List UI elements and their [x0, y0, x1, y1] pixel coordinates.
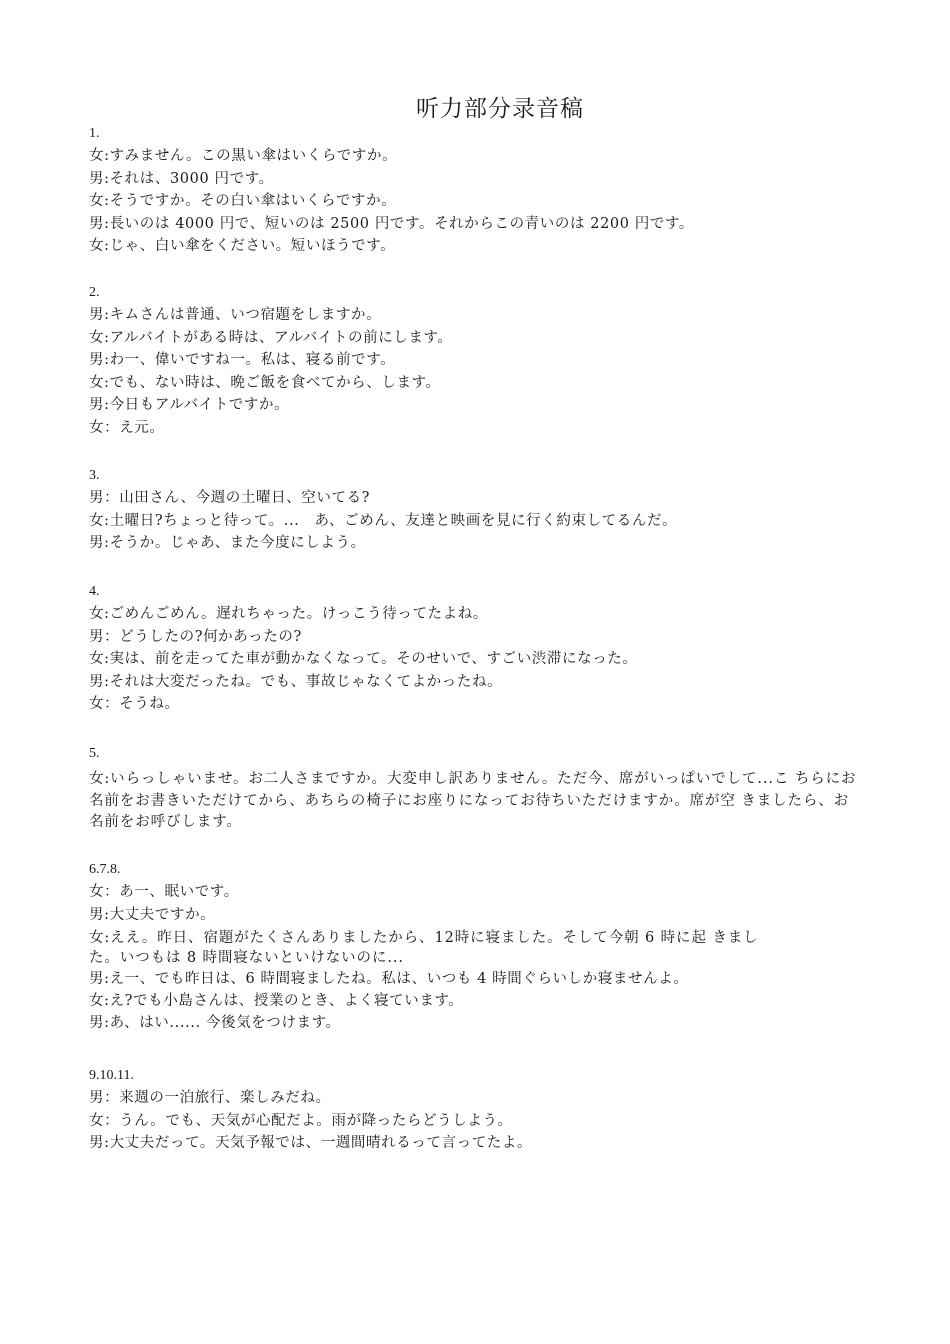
- section-number: 4.: [89, 584, 100, 599]
- dialogue-line: 男:え一、でも昨日は、6 時間寝ましたね。私は、いつも 4 時間ぐらいしか寝ませんよ。: [89, 971, 689, 987]
- section-number: 2.: [89, 285, 100, 300]
- dialogue-line: 男:それは大変だったね。でも、事故じゃなくてよかったね。: [89, 673, 503, 690]
- dialogue-section-9-10-11: [89, 1064, 869, 1155]
- dialogue-line: 女:え?でも小島さんは、授業のとき、よく寝ています。: [89, 993, 464, 1009]
- dialogue-section-5: [89, 742, 869, 834]
- dialogue-line: 男:キムさんは普通、いつ宿題をしますか。: [89, 307, 382, 323]
- dialogue-section-1: [89, 122, 869, 258]
- page-title: 听力部分录音稿: [416, 96, 584, 122]
- dialogue-section-4: [89, 580, 869, 716]
- dialogue-line: 女:そうですか。その白い傘はいくらですか。: [89, 193, 397, 209]
- section-number: 6.7.8.: [89, 862, 121, 877]
- section-number: 9.10.11.: [89, 1068, 134, 1083]
- dialogue-line: 女:アルバイトがある時は、アルバイトの前にします。: [89, 329, 453, 346]
- dialogue-section-3: [89, 464, 869, 555]
- dialogue-line: 女：あ一、眠いです。: [89, 884, 239, 900]
- section-number: 1.: [89, 126, 100, 141]
- dialogue-line: 男：来週の一泊旅行、楽しみだね。: [89, 1090, 331, 1106]
- dialogue-line: 女:すみません。この黒い傘はいくらですか。: [89, 148, 398, 164]
- dialogue-line: 男:わ一、偉いですね一。私は、寝る前です。: [89, 352, 396, 368]
- dialogue-line: 女:でも、ない時は、晩ご飯を食べてから、します。: [89, 374, 441, 391]
- section-number: 5.: [89, 746, 100, 761]
- dialogue-line: 女:ごめんごめん。遅れちゃった。けっこう待ってたよね。: [89, 606, 488, 622]
- dialogue-line: 女:実は、前を走ってた車が動かなくなって。そのせいで、すごい渋滞になった。: [89, 651, 638, 667]
- dialogue-line: 男:そうか。じゃあ、また今度にしよう。: [89, 535, 366, 551]
- dialogue-section-6-7-8: [89, 858, 869, 1034]
- dialogue-line: 男：山田さん、今週の土曜日、空いてる?: [89, 490, 371, 506]
- section-number: 3.: [89, 468, 100, 483]
- dialogue-paragraph: 女:いらっしゃいませ。お二人さまですか。大変申し訳ありません。ただ今、席がいっぱいでして...こ ちらにお名前をお書きいただけてから、あちらの椅子にお座りになってお待ちいただけますか。席が空 きましたら、お名前をお呼びします。: [89, 771, 857, 830]
- dialogue-line: 男:あ、はい...... 今後気をつけます。: [89, 1015, 341, 1031]
- dialogue-line: 女:じゃ、白い傘をください。短いほうです。: [89, 238, 396, 254]
- dialogue-section-2: [89, 281, 869, 439]
- dialogue-line: 男:長いのは 4000 円で、短いのは 2500 円です。それからこの青いのは 2200 円です。: [89, 215, 695, 232]
- dialogue-line: 女:土曜日?ちょっと待って。... あ、ごめん、友達と映画を見に行く約束してるんだ。: [89, 512, 678, 529]
- dialogue-line: 男:大丈夫だって。天気予報では、一週間晴れるって言ってたよ。: [89, 1135, 533, 1151]
- dialogue-line: 女：そうね。: [89, 696, 180, 712]
- dialogue-line: 男:今日もアルバイトですか。: [89, 397, 290, 413]
- dialogue-line: 女：え元。: [89, 419, 165, 436]
- dialogue-line: 男:それは、3000 円です。: [89, 170, 274, 187]
- dialogue-line: 女：うん。でも、天気が心配だよ。雨が降ったらどうしよう。: [89, 1112, 513, 1129]
- dialogue-line: 男：どうしたの?何かあったの?: [89, 628, 302, 645]
- dialogue-line: 男:大丈夫ですか。: [89, 906, 216, 923]
- dialogue-paragraph: 女:ええ。昨日、宿題がたくさんありましたから、12時に寝ました。そして今朝 6 時に起 きました。いつもは 8 時間寝ないといけないのに...: [89, 930, 759, 966]
